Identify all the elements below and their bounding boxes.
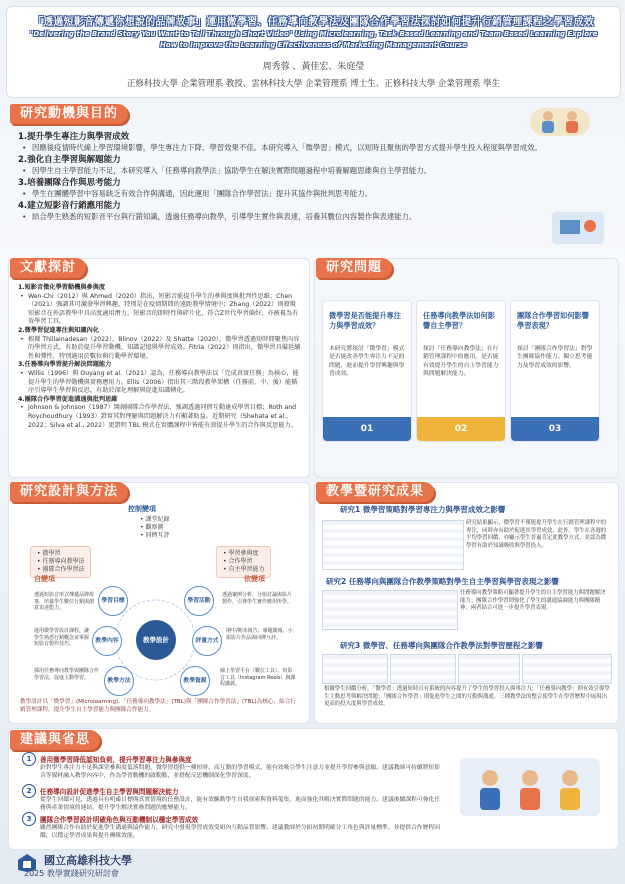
question-title: 任務導向教學法如何影響自主學習？ — [423, 311, 495, 330]
independent-item: • 團隊合作學習法 — [37, 566, 85, 573]
questions-heading: 研究問題 — [316, 258, 392, 278]
header-panel — [6, 6, 621, 98]
motivation-item-text: • 因應後疫情時代線上學習環境影響，學生專注力下降、學習效果不佳。本研究導入「微學習」模式，以短時且聚焦的學習方式提升學生投入程度與學習成效。 — [18, 143, 608, 154]
motivation-item-title: 2.強化自主學習與解題能力 — [18, 155, 121, 165]
design-left-text: 運用微學習設計課程，讓學生熟悉行銷概念並掌握短影音製作技巧。 — [34, 628, 90, 648]
result-1-table — [322, 520, 464, 570]
literature-heading: 文獻探討 — [10, 258, 86, 278]
suggestion-title: 任務導向設計促進學生自主學習與問題解決能力 — [40, 788, 179, 796]
control-item: • 課堂紀錄 — [140, 516, 170, 523]
result-1-text: 研究結果顯示，微學習不僅能提升學生在行銷管理課程中的專注，同時亦有助於促進其學習成效。此外，學生在各週的平均學習回饋，亦顯示學生普遍肯定此教學方式，並認為微學習有助於知識吸收與學習投入。 — [466, 520, 607, 549]
result-3-table — [522, 654, 612, 684]
result-3-table — [390, 654, 456, 684]
question-number: 01 — [323, 417, 411, 441]
design-right-text: 線上學習平台（數位工具）、短影音工具（Instagram Reels）與課程講義。 — [220, 668, 296, 688]
title-en: "Delivering the Brand Story You Want to Tell Through Short Video" Using Microlearning, Task-Based Learning and Team-Based Learning Explore How to Improve the Learning Effectiveness of Marketing Management Course — [29, 30, 598, 49]
control-variable-label: 控制變項 — [128, 505, 156, 513]
motivation-item-title: 4.建立短影音行銷應用能力 — [18, 201, 121, 211]
suggestion-title: 團隊合作學習設計明確角色與互動機制以穩定學習成效 — [40, 816, 199, 824]
suggestion-text: 針對學生專注力不足與課堂參與度低落問題，微學習提供一種短時、高互動的學習模式，能有效吸引學生注意力並提升學習參與意願。建議教師可持續將短影音等媒材融入教學內容中，作為學習動機的啟動點，並搭配反思機制深化學習深度。 — [40, 765, 440, 779]
literature-bullet: • 根據 Thillainadesan（2022）、Blinov（2022）及 Shatte（2020），微學習透過短時間聚焦內容的學習方式，有助於提升學習動機、知識記憶與學習成效。Fitria（2022）則指出，微學習具備延續性與彈性，特別適用於數位與行動學習環境。 — [18, 336, 302, 362]
presentation-illustration-icon — [548, 208, 608, 254]
suggestion-number: 1 — [22, 752, 36, 766]
node-learning-goal: 學習目標 — [98, 586, 128, 616]
design-caption: 教學設計以「微學習」(Microlearning)、「任務導向教學法」(TBL)與「團隊合作學習法」(TBL)為核心，結合行銷管理課程，提升學生自主學習能力與團隊合作能力。 — [20, 699, 296, 713]
control-item: • 觀察測 — [140, 524, 164, 531]
title-zh: 「透過短影音傳遞你想說的品牌故事」運用微學習、任務導向教學法及團隊合作學習法探討如何提升行銷管理課程之學習成效 — [33, 17, 594, 28]
suggestion-number: 3 — [22, 812, 36, 826]
suggestion-title: 善用微學習降低認知負荷，提升學習專注力與參與度 — [40, 756, 192, 764]
literature-block-title: 4.團隊合作學習促進溝通與批判思維 — [18, 395, 118, 403]
result-2-title: 研究2 任務導向與團隊合作教學策略對學生自主學習與學習表現之影響 — [326, 577, 559, 586]
question-title: 微學習是否能提升專注力與學習成效？ — [329, 311, 401, 330]
suggestions-heading: 建議與省思 — [10, 730, 100, 750]
dependent-item: • 合作學習 — [223, 558, 253, 565]
control-item: • 同儕互評 — [140, 532, 170, 539]
question-text: 探討「團隊合作學習法」對學生團隊協作能力、獨立思考能力及學習成效的影響。 — [517, 346, 593, 369]
question-text: 本研究將探討「微學習」模式是否能改善學生專注力不足的問題，進而提升學習興趣與學習成效。 — [329, 346, 405, 378]
dependent-variable-label: 依變項 — [244, 575, 265, 583]
literature-bullet: • Wen-Chi（2012）與 Ahmed（2020）指出，短影音能提升學生的參與度與批判性思維；Chen（2021）強調其可激發學習興趣，特別是在疫情期間的遠距教學情境中；Zhang（2022）則發現短影音在外語教學中具高度適用潛力，短影音的即時性與碎片化，符合Z世代學習偏好，亦被視為有效學習工具。 — [18, 293, 302, 327]
question-card-3 — [510, 300, 600, 442]
independent-variable-label: 自變項 — [34, 575, 55, 583]
design-right-text: 透過案例分析、分組討論與影片製作，引導學生實作應用所學。 — [222, 592, 293, 605]
question-card-1 — [322, 300, 412, 442]
question-number: 02 — [417, 417, 505, 441]
design-right-text: 期中/期末報告、專題簡報、小組影片作品與同儕互評。 — [226, 628, 293, 641]
motivation-item-text: • 學生在團體學習中容易缺乏有效合作與溝通，因此運用「團隊合作學習法」提升其協作與批判思考能力。 — [18, 189, 608, 200]
affiliation: 正修科技大學 企業管理系 教授、雲林科技大學 企業管理系 博士生、正修科技大學 企業管理系 學生 — [126, 79, 501, 89]
node-method: 教學方法 — [104, 666, 134, 696]
independent-item: • 微學習 — [37, 550, 61, 557]
literature-content — [18, 284, 302, 430]
motivation-list — [18, 130, 608, 222]
result-1-title: 研究1 微學習策略對學習專注力與學習成效之影響 — [340, 505, 506, 514]
independent-item: • 任務導向教學法 — [37, 558, 85, 565]
design-left-text: 採用任務導向教學與團隊合作學習法，促進主動學習。 — [34, 668, 100, 681]
suggestion-text: 從學生回饋可見，透過具有明確目標與真實情境的任務設計，能有效驅動學生自我探索與資料蒐集，進而強化其解決實際問題的能力。建議後續課程可強化任務與產業情境的連結，提升學生解決實務問題的應變能力。 — [40, 797, 440, 811]
result-3-title: 研究3 微學習、任務導向與團隊合作教學法對學習歷程之影響 — [340, 641, 543, 650]
suggestion-text: 雖然團隊合作有助於促進學生溝通與協作能力，研究中發現學習成效受組內互動品質影響。建議教師於分組初期明確分工角色與評量標準，並提供合作歷程回饋，以穩定學習成果與提升團隊效能。 — [40, 825, 440, 839]
result-2-table — [322, 590, 458, 630]
motivation-heading: 研究動機與目的 — [10, 104, 128, 124]
footer-university: 國立高雄科技大學 — [44, 854, 132, 867]
discussion-illustration-icon — [450, 752, 610, 822]
authors: 周秀蓉 、黃佳宏、朱庭瑩 — [262, 62, 365, 72]
question-text: 探討「任務導向教學法」在行銷管理課程中的應用，是否能有效提升學生的自主學習能力與問題解決能力。 — [423, 346, 499, 378]
literature-block-title: 3.任務導向學習提升解決問題能力 — [18, 361, 112, 369]
result-3-text: 根據學生回饋分析，「微學習」透過短時且有系統的內容提升了學生的學習投入與專注力；「任務導向教學」則有效引導學生主動思考與解決問題；「團隊合作學習」則促進學生之間的互動與溝通。三種教學法的整合使學生在學習歷程中展現出更高的投入度與學習成效。 — [324, 686, 610, 708]
literature-block-title: 1.短影音微化學習動機與參與度 — [18, 284, 106, 291]
node-assessment: 評量方式 — [192, 626, 222, 656]
motivation-item-text: • 因學生自主學習能力不足，本研究導入「任務導向教學法」協助學生在解決實際問題過程中培養解題思維與自主學習能力。 — [18, 166, 608, 177]
design-heading: 研究設計與方法 — [10, 482, 128, 502]
question-card-2 — [416, 300, 506, 442]
dependent-item: • 學習參與度 — [223, 550, 259, 557]
literature-block-title: 2.微學習促進專注與知識內化 — [18, 326, 99, 334]
results-heading: 教學暨研究成果 — [316, 482, 434, 502]
node-resources: 教學資源 — [180, 666, 210, 696]
suggestion-number: 2 — [22, 784, 36, 798]
motivation-item-text: • 結合學生熟悉的短影音平台與行銷知識，透過任務導向教學，引導學生實作與表達，培養其數位內容製作與表達能力。 — [18, 212, 608, 223]
dependent-item: • 自主學習能力 — [223, 566, 265, 573]
design-center: 教學設計 — [136, 620, 176, 660]
question-title: 團隊合作學習如何影響學習表現？ — [517, 311, 589, 330]
question-number: 03 — [511, 417, 599, 441]
node-content: 教學內容 — [92, 626, 122, 656]
literature-bullet: • Johnson & Johnson（1987）開創團隊合作學習法，強調透過同儕互動達成學習目標；Roth and Roychoudhury（1993）證實其對理解與問題解決力有顯著助益。近期研究（Shehata et al., 2022；Silva et al., 2022）更證明 TBL 模式在實體課程中皆能有效提升學生的合作與反思能力。 — [18, 404, 302, 430]
control-variable-list — [140, 516, 169, 540]
design-left-text: 透過短影音形式傳遞品牌故事，培養學生數位行銷與創意表達能力。 — [34, 592, 95, 612]
footer-event: 2025 教學實踐研究研討會 — [24, 869, 119, 878]
result-3-table — [322, 654, 388, 684]
motivation-item-title: 3.培養團隊合作與思考能力 — [18, 178, 121, 188]
result-3-table — [458, 654, 520, 684]
motivation-item-title: 1.提升學生專注力與學習成效 — [18, 132, 130, 142]
node-learning-activity: 學習活動 — [184, 586, 214, 616]
result-2-text: 任務導向教學策略可顯著提升學生的自主學習能力與問題解決能力；團隊合作學習則強化了學生的溝通協調能力與團隊精神。兩者結合可進一步提升學習表現。 — [460, 590, 606, 612]
literature-bullet: • Willis（1996）與 Ouyang et al.（2021）認為，任務導向教學法以「完成真實任務」為核心，能提升學生的學習動機與實務應用力。Ellis（2006）指出其三階段教學架構（任務前、中、後）能循序引導學生學習與反思，有助於深化理解與促進知識轉化。 — [18, 370, 302, 396]
